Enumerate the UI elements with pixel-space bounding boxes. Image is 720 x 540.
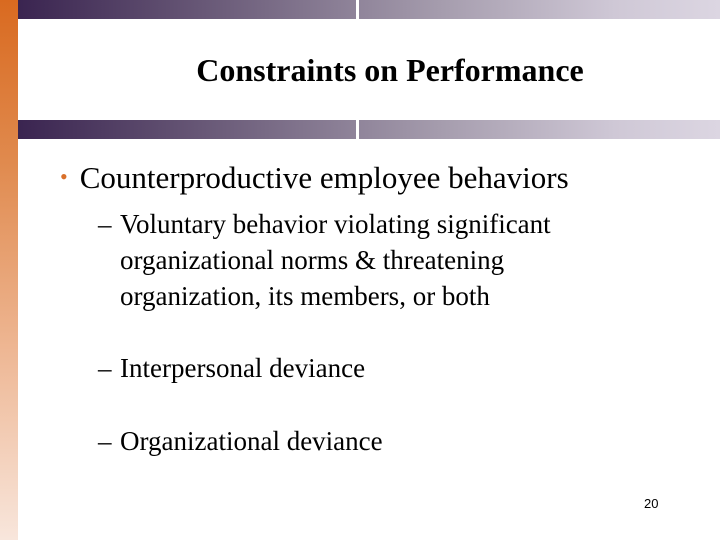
sub-bullet-organizational xyxy=(98,423,383,459)
title-underline-band xyxy=(18,120,720,139)
sub-bullet-text: Organizational deviance xyxy=(120,426,383,456)
sub-bullet-text: Interpersonal deviance xyxy=(120,353,366,383)
sub-bullet-voluntary xyxy=(98,206,551,314)
dash-marker: – xyxy=(98,426,112,456)
main-bullet-text: Counterproductive employee behaviors xyxy=(79,160,569,195)
sub-bullet-line xyxy=(98,423,383,459)
band-divider xyxy=(356,120,359,139)
bullet-dot-icon: • xyxy=(60,164,68,189)
dash-marker: – xyxy=(98,353,112,383)
band-divider xyxy=(356,0,359,19)
sub-bullet-line: organizational norms & threatening xyxy=(120,245,505,275)
sub-bullet-line xyxy=(98,350,365,386)
sub-bullet-text: Voluntary behavior violating significant xyxy=(120,209,551,239)
dash-marker: – xyxy=(98,209,112,239)
page-number: 20 xyxy=(644,496,659,511)
sub-bullet-line xyxy=(98,206,551,242)
sub-bullet-interpersonal xyxy=(98,350,365,386)
sub-bullet-line: organization, its members, or both xyxy=(120,281,490,311)
top-decorative-band xyxy=(18,0,720,19)
main-bullet xyxy=(60,160,569,196)
slide-title: Constraints on Performance xyxy=(196,52,584,88)
